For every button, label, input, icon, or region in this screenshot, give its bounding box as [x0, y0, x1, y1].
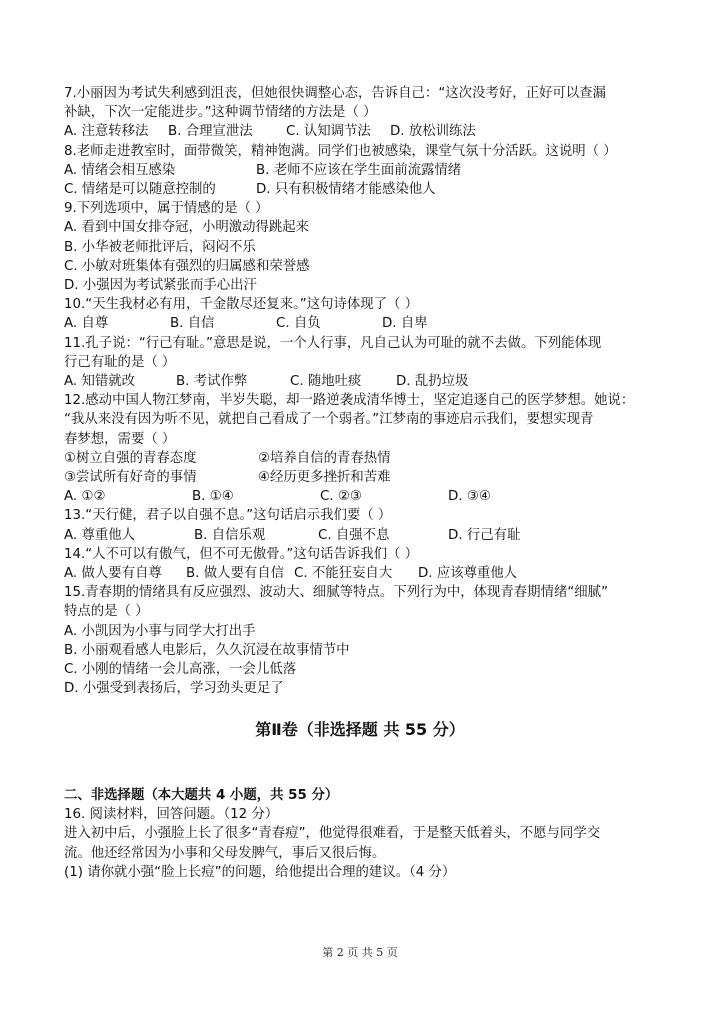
statements-row — [64, 468, 664, 487]
page-number: 第 2 页 共 5 页 — [322, 946, 398, 959]
option-a: A. 自尊 — [64, 316, 109, 332]
option-a: A. 情绪会相互感染 — [64, 162, 176, 178]
option-d: D. 小强因为考试紧张而手心出汗 — [64, 278, 257, 294]
question-13 — [64, 506, 664, 544]
options-row — [64, 564, 664, 583]
question-12 — [64, 391, 664, 506]
question-stem: 特点的是（ ） — [64, 604, 149, 620]
option-c: C. 不能狂妄自大 — [294, 566, 393, 582]
question-stem: 行己有耻的是（ ） — [64, 354, 176, 370]
option-d: D. 放松训练法 — [390, 124, 476, 140]
option-a: A. 看到中国女排夺冠，小明激动得跳起来 — [64, 220, 310, 236]
option-a: A. 小凯因为小事与同学大打出手 — [64, 623, 256, 639]
option-c: C. 情绪是可以随意控制的 — [64, 182, 216, 198]
question-14 — [64, 545, 664, 583]
option-a: A. 做人要有自尊 — [64, 566, 162, 582]
question-stem: 12.感动中国人物江梦南，半岁失聪，却一路逆袭成清华博士，坚定追逐自己的医学梦想。她说： — [64, 393, 635, 409]
question-stem: 13.“天行健，君子以自强不息。”这句话启示我们要（ ） — [64, 508, 392, 524]
option-d: D. 只有积极情绪才能感染他人 — [256, 182, 436, 198]
question-stem: 11.孔子说：“行己有耻。”意思是说，一个人行事，凡自己认为可耻的就不去做。下列能体现 — [64, 335, 602, 351]
option-a: A. 注意转移法 — [64, 124, 149, 140]
statement-2: ②培养自信的青春热情 — [258, 450, 391, 466]
question-stem: 8.老师走进教室时，面带微笑，精神饱满。同学们也被感染，课堂气氛十分活跃。这说明（ ） — [64, 143, 617, 159]
option-b: B. 小丽观看感人电影后，久久沉浸在故事情节中 — [64, 642, 350, 658]
option-c: C. 小敏对班集体有强烈的归属感和荣誉感 — [64, 258, 310, 274]
option-a: A. 知错就改 — [64, 374, 135, 390]
options-row — [64, 487, 664, 506]
options-row — [64, 180, 664, 199]
statement-3: ③尝试所有好奇的事情 — [64, 470, 197, 486]
option-d: D. 小强受到表扬后，学习劲头更足了 — [64, 681, 284, 697]
choice-questions — [64, 84, 664, 699]
option-b: B. ①④ — [192, 489, 234, 505]
question-10 — [64, 295, 664, 333]
option-d: D. 自卑 — [382, 316, 428, 332]
option-b: B. 合理宣泄法 — [168, 124, 253, 140]
option-a: A. 尊重他人 — [64, 527, 135, 543]
option-b: B. 自信 — [170, 316, 215, 332]
option-d: D. 应该尊重他人 — [418, 566, 518, 582]
question-stem: 春梦想，需要（ ） — [64, 431, 176, 447]
options-row — [64, 314, 664, 333]
statement-1: ①树立自强的青春态度 — [64, 450, 197, 466]
option-b: B. 老师不应该在学生面前流露情绪 — [256, 162, 462, 178]
options-row — [64, 372, 664, 391]
option-a: A. ①② — [64, 489, 106, 505]
question-16-material: 流。他还经常因为小事和父母发脾气，事后又很后悔。 — [64, 845, 386, 861]
question-15 — [64, 583, 664, 698]
question-stem: 9.下列选项中，属于情感的是（ ） — [64, 201, 269, 217]
options-row — [64, 122, 664, 141]
question-stem: “我从来没有因为听不见，就把自己看成了一个弱者。”江梦南的事迹启示我们，要想实现青 — [64, 412, 594, 428]
option-c: C. 认知调节法 — [286, 124, 371, 140]
non-choice-section — [64, 786, 664, 882]
option-c: C. 随地吐痰 — [290, 374, 362, 390]
option-d: D. 行己有耻 — [448, 527, 521, 543]
option-c: C. 自负 — [276, 316, 321, 332]
question-16-sub-1: (1) 请你就小强“脸上长痘”的问题，给他提出合理的建议。（4 分） — [64, 864, 456, 880]
question-stem: 10.“天生我材必有用，千金散尽还复来。”这句诗体现了（ ） — [64, 297, 419, 313]
options-row — [64, 161, 664, 180]
option-c: C. 自强不息 — [318, 527, 390, 543]
statements-row — [64, 449, 664, 468]
option-d: D. ③④ — [448, 489, 491, 505]
section-title: 第Ⅱ卷（非选择题 共 55 分） — [255, 720, 465, 739]
question-stem: 15.青春期的情绪具有反应强烈、波动大、细腻等特点。下列行为中，体现青春期情绪“细腻” — [64, 585, 609, 601]
statement-4: ④经历更多挫折和苦难 — [258, 470, 391, 486]
option-b: B. 考试作弊 — [176, 374, 248, 390]
question-stem: 7.小丽因为考试失利感到沮丧，但她很快调整心态，告诉自己：“这次没考好，正好可以查漏 — [64, 86, 606, 101]
question-stem: 14.“人不可以有傲气，但不可无傲骨。”这句话告诉我们（ ） — [64, 546, 419, 562]
option-b: B. 自信乐观 — [194, 527, 266, 543]
option-c: C. 小刚的情绪一会儿高涨，一会儿低落 — [64, 662, 297, 678]
option-c: C. ②③ — [320, 489, 362, 505]
options-row — [64, 526, 664, 545]
question-stem: 补缺，下次一定能进步。”这种调节情绪的方法是（ ） — [64, 105, 377, 121]
section-heading: 二、非选择题（本大题共 4 小题，共 55 分） — [64, 788, 339, 803]
option-b: B. 小华被老师批评后，闷闷不乐 — [64, 239, 256, 255]
question-8 — [64, 142, 664, 200]
option-b: B. 做人要有自信 — [186, 566, 285, 582]
question-16-title: 16. 阅读材料，回答问题。（12 分） — [64, 807, 279, 823]
question-11 — [64, 334, 664, 392]
option-d: D. 乱扔垃圾 — [396, 374, 469, 390]
question-16-material: 进入初中后，小强脸上长了很多“青春痘”，他觉得很难看，于是整天低着头，不愿与同学交 — [64, 826, 601, 842]
question-7 — [64, 84, 664, 142]
question-9 — [64, 199, 664, 295]
